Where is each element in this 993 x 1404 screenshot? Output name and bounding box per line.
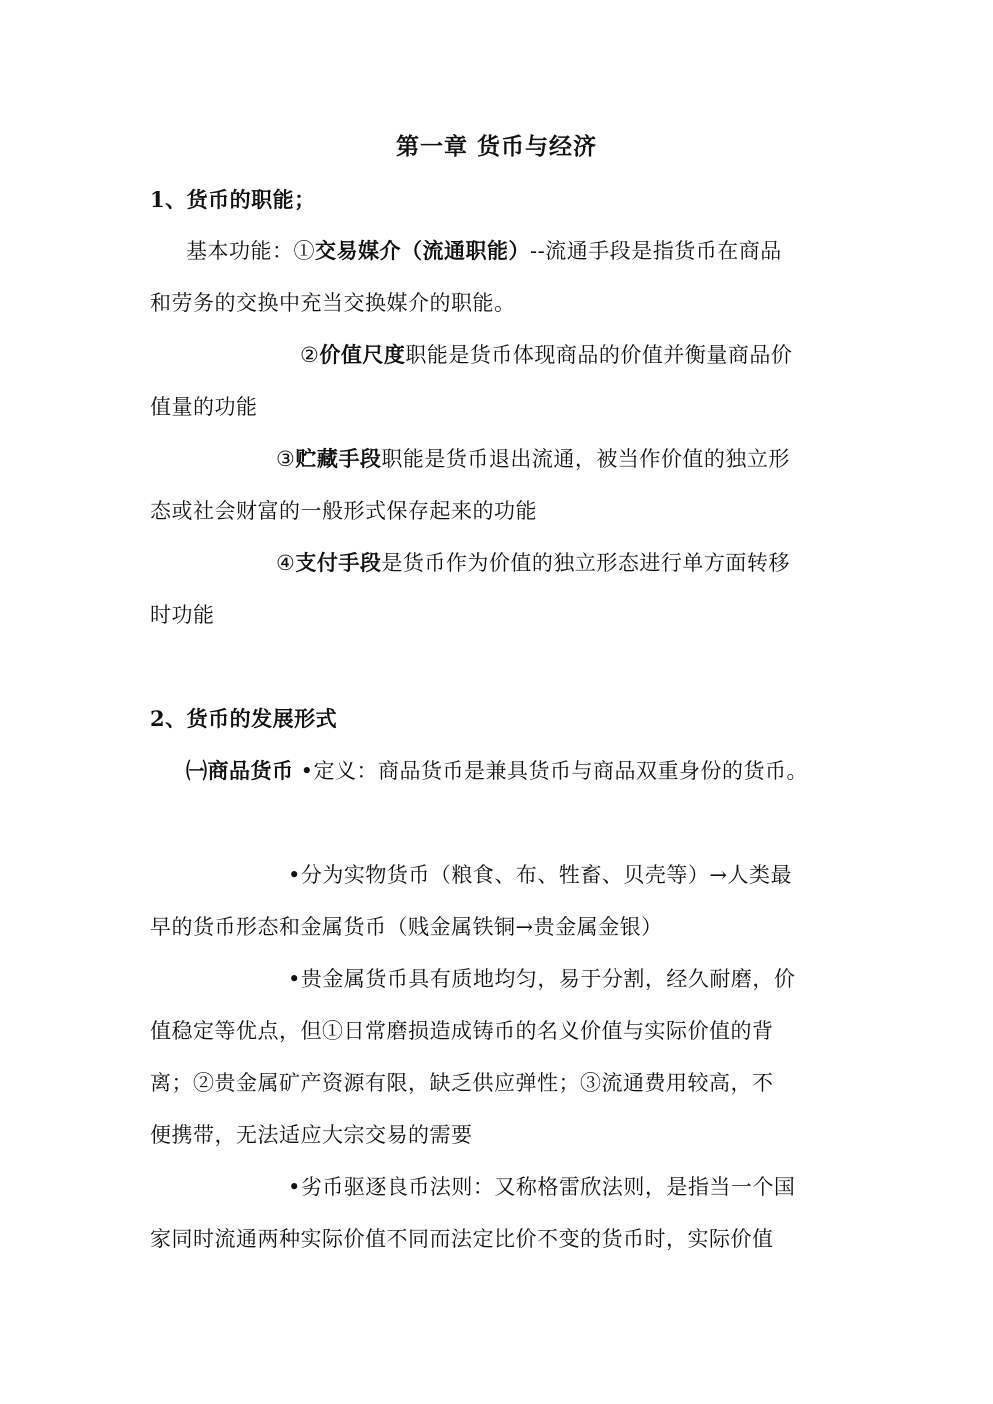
payment-term: 支付手段 <box>295 550 382 575</box>
basic-function-line-2: 和劳务的交换中充当交换媒介的职能。 <box>150 291 516 315</box>
store-value-num: ③ <box>276 447 296 471</box>
section-1-heading: 1、货币的职能； <box>150 187 316 212</box>
store-value-line-2: 态或社会财富的一般形式保存起来的功能 <box>150 499 537 523</box>
store-value-term: 贮藏手段 <box>295 446 382 471</box>
commodity-money-line <box>186 756 808 786</box>
section-2-heading: 2、货币的发展形式 <box>150 706 338 731</box>
money-types-line-1: •分为实物货币（粮食、布、牲畜、贝壳等）→人类最 <box>288 863 792 887</box>
money-types-line-2: 早的货币形态和金属货币（贱金属铁铜→贵金属金银） <box>150 915 663 939</box>
precious-metal-line-3: 离；②贵金属矿产资源有限，缺乏供应弹性；③流通费用较高，不 <box>150 1071 774 1095</box>
value-measure-line-1 <box>300 340 792 370</box>
precious-metal-line-1: •贵金属货币具有质地均匀，易于分割，经久耐磨，价 <box>288 967 796 991</box>
precious-metal-line-2: 值稳定等优点，但①日常磨损造成铸币的名义价值与实际价值的背 <box>150 1019 774 1043</box>
commodity-money-term: ㈠商品货币 <box>186 758 294 783</box>
basic-function-text: --流通手段是指货币在商品 <box>530 239 782 263</box>
payment-num: ④ <box>276 551 296 575</box>
store-value-text: 职能是货币退出流通，被当作价值的独立形 <box>381 447 790 471</box>
payment-line-2: 时功能 <box>150 603 215 627</box>
store-value-line-1 <box>276 444 790 474</box>
value-measure-term: 价值尺度 <box>319 342 406 367</box>
value-measure-text: 职能是货币体现商品的价值并衡量商品价 <box>405 343 793 367</box>
value-measure-line-2: 值量的功能 <box>150 395 258 419</box>
gresham-law-line-1: •劣币驱逐良币法则：又称格雷欣法则，是指当一个国 <box>288 1175 796 1199</box>
payment-text: 是货币作为价值的独立形态进行单方面转移 <box>381 551 790 575</box>
basic-function-line-1 <box>186 236 782 266</box>
payment-line-1 <box>276 548 790 578</box>
value-measure-num: ② <box>300 343 320 367</box>
commodity-money-definition: •定义：商品货币是兼具货币与商品双重身份的货币。 <box>293 759 809 783</box>
basic-function-lead: 基本功能：① <box>186 239 315 263</box>
precious-metal-line-4: 便携带，无法适应大宗交易的需要 <box>150 1123 473 1147</box>
basic-function-term: 交易媒介（流通职能） <box>315 238 530 263</box>
gresham-law-line-2: 家同时流通两种实际价值不同而法定比价不变的货币时，实际价值 <box>150 1227 774 1251</box>
chapter-title: 第一章 货币与经济 <box>395 133 597 160</box>
